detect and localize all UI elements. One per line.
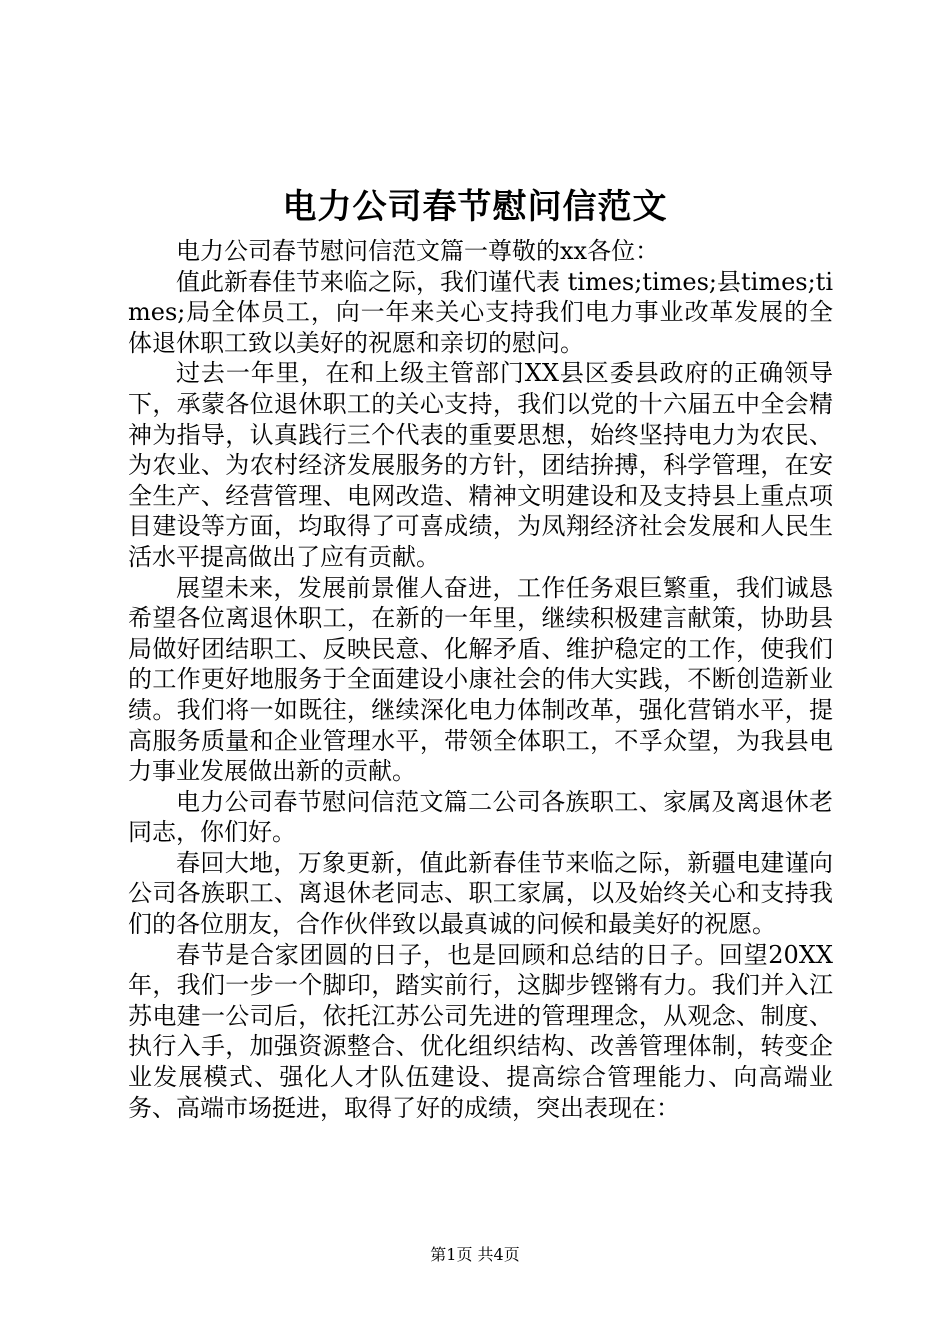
paragraph-3: 过去一年里，在和上级主管部门XX县区委县政府的正确领导下，承蒙各位退休职工的关心支持，我们以党的十六届五中全会精神为指导，认真践行三个代表的重要思想，始终坚持电力为农民、为农业、为农村经济发展服务的方针，团结拚搏，科学管理，在安全生产、经营管理、电网改造、精神文明建设和及支持县上重点项目建设等方面，均取得了可喜成绩，为凤翔经济社会发展和人民生活水平提高做出了应有贡献。 [128,359,833,571]
paragraph-4: 展望未来，发展前景催人奋进，工作任务艰巨繁重，我们诚恳希望各位离退休职工，在新的一年里，继续积极建言献策，协助县局做好团结职工、反映民意、化解矛盾、维护稳定的工作，使我们的工作更好地服务于全面建设小康社会的伟大实践，不断创造新业绩。我们将一如既往，继续深化电力体制改革，强化营销水平，提高服务质量和企业管理水平，带领全体职工，不孚众望，为我县电力事业发展做出新的贡献。 [128,573,833,786]
document-title: 电力公司春节慰问信范文 [282,187,668,227]
page-number-footer: 第1页 共4页 [430,1245,520,1264]
paragraph-2: 值此新春佳节来临之际，我们谨代表 times;times;县times;times;局全体员工，向一年来关心支持我们电力事业改革发展的全体退休职工致以美好的祝愿和亲切的慰问。 [128,267,833,357]
paragraph-5: 电力公司春节慰问信范文篇二公司各族职工、家属及离退休老同志，你们好。 [128,787,833,847]
paragraph-6: 春回大地，万象更新，值此新春佳节来临之际，新疆电建谨向公司各族职工、离退休老同志、职工家属，以及始终关心和支持我们的各位朋友，合作伙伴致以最真诚的问候和最美好的祝愿。 [128,848,833,939]
paragraph-7: 春节是合家团圆的日子，也是回顾和总结的日子。回望20XX年，我们一步一个脚印，踏实前行，这脚步铿锵有力。我们并入江苏电建一公司后，依托江苏公司先进的管理理念，从观念、制度、执行入手，加强资源整合、优化组织结构、改善管理体制，转变企业发展模式、强化人才队伍建设、提高综合管理能力、向高端业务、高端市场挺进，取得了好的成绩，突出表现在： [128,940,833,1122]
paragraph-1: 电力公司春节慰问信范文篇一尊敬的xx各位： [176,237,660,265]
document-body [128,236,833,1123]
